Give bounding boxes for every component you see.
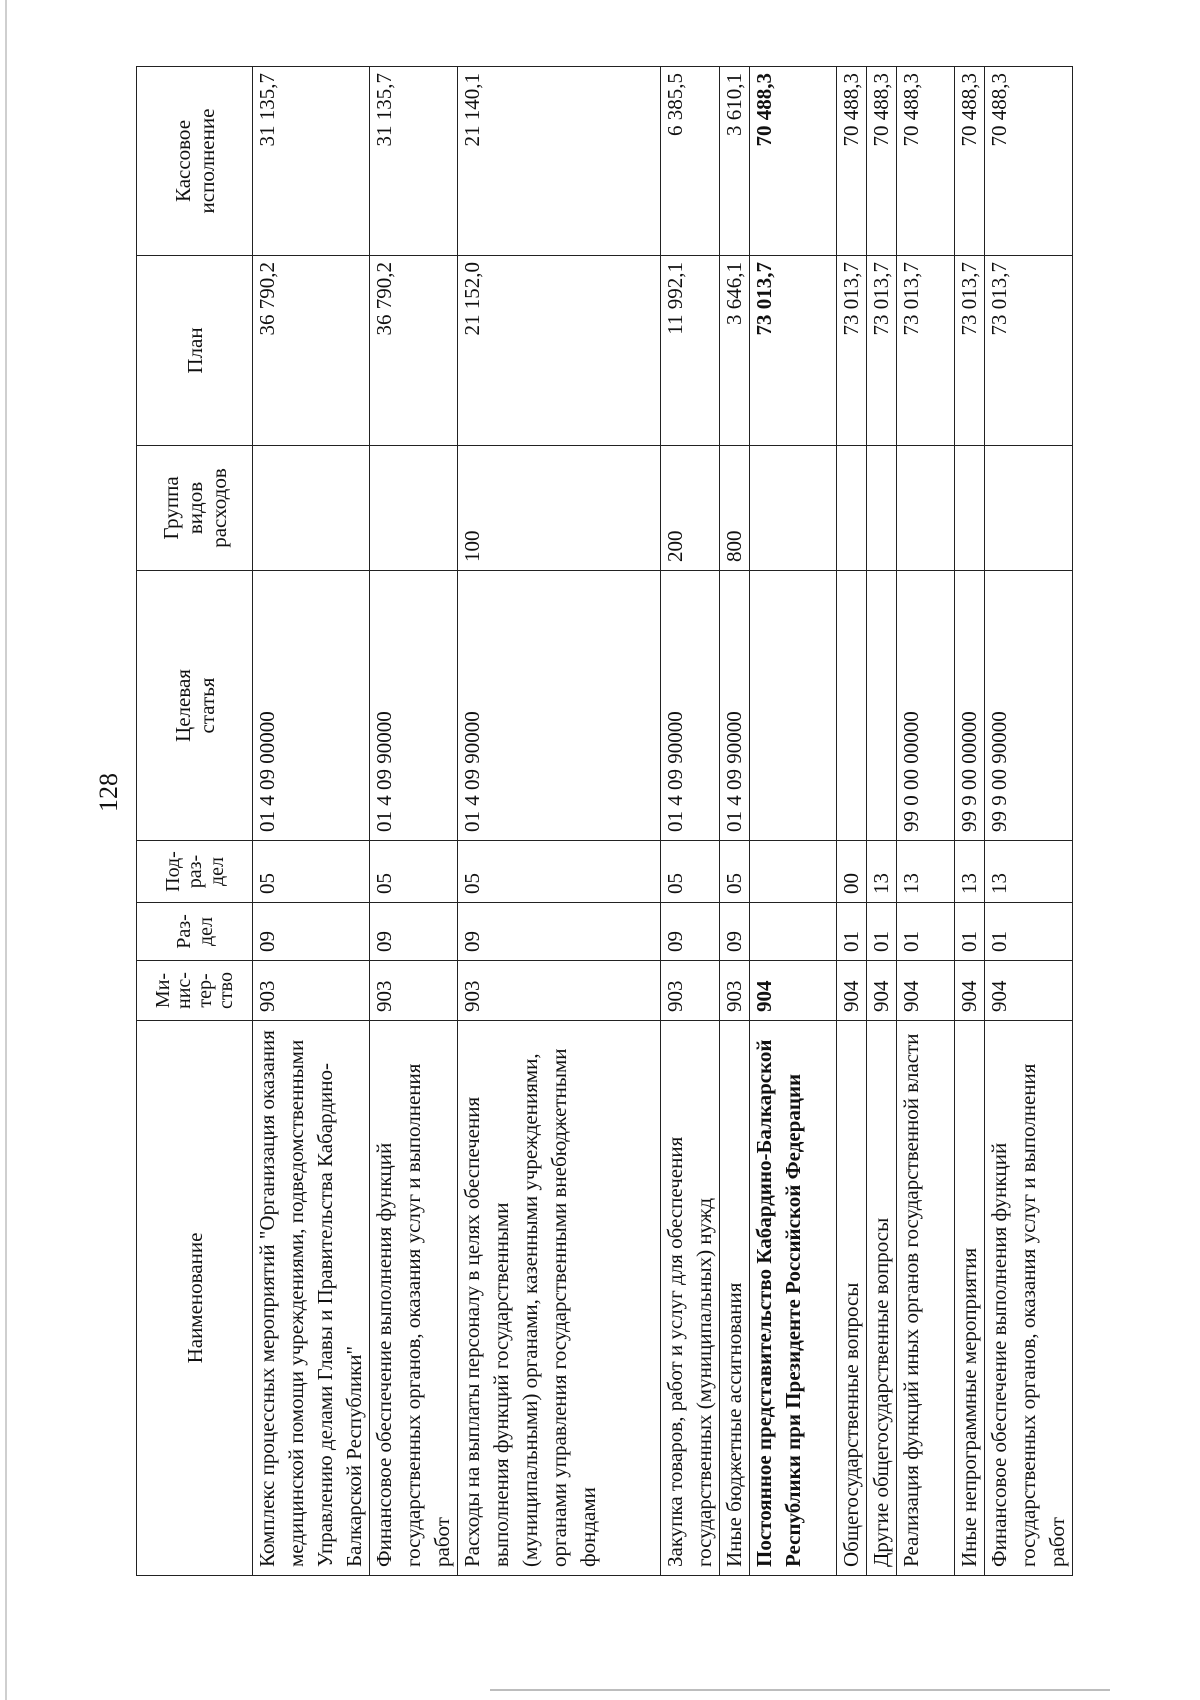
row-section [750, 903, 837, 961]
row-group: 800 [720, 446, 750, 571]
row-ministry: 903 [253, 961, 370, 1021]
row-execution: 70 488,3 [867, 67, 897, 256]
row-section: 01 [837, 903, 867, 961]
row-ministry: 904 [985, 961, 1073, 1021]
budget-table-sheet [136, 67, 1069, 1576]
row-target: 99 9 00 00000 [955, 571, 985, 841]
row-target: 01 4 09 90000 [720, 571, 750, 841]
row-execution: 70 488,3 [837, 67, 867, 256]
row-name: Комплекс процессных мероприятий "Организация оказания медицинской помощи учреждениями, подведомственными Управлению делами Главы и Правительства Кабардино-Балкарской Республики" [253, 1021, 370, 1576]
row-group [370, 446, 458, 571]
row-section: 09 [253, 903, 370, 961]
row-target [867, 571, 897, 841]
row-plan: 36 790,2 [370, 256, 458, 446]
row-name: Расходы на выплаты персоналу в целях обеспечения выполнения функций государственными (муниципальными) органами, казенными учреждениями, органами управления государственными внебюджетными фондами [458, 1021, 661, 1576]
row-group [253, 446, 370, 571]
row-name: Иные бюджетные ассигнования [720, 1021, 750, 1576]
header-target: Целевая статья [137, 571, 253, 841]
table-header-row [137, 67, 253, 1576]
row-group [867, 446, 897, 571]
row-ministry: 903 [458, 961, 661, 1021]
row-subsection: 13 [955, 841, 985, 903]
row-subsection: 13 [867, 841, 897, 903]
scan-edge-left [5, 0, 7, 1700]
row-target: 01 4 09 90000 [370, 571, 458, 841]
row-subsection [750, 841, 837, 903]
row-execution: 70 488,3 [985, 67, 1073, 256]
table-row [720, 67, 750, 1576]
row-execution: 70 488,3 [897, 67, 955, 256]
row-target: 99 0 00 00000 [897, 571, 955, 841]
row-section: 09 [720, 903, 750, 961]
row-target [837, 571, 867, 841]
row-group: 200 [661, 446, 720, 571]
table-row [897, 67, 955, 1576]
row-subsection: 13 [985, 841, 1073, 903]
row-group [837, 446, 867, 571]
row-ministry: 903 [720, 961, 750, 1021]
header-group: Группа видов расходов [137, 446, 253, 571]
header-ministry: Ми- нис- тер- ство [137, 961, 253, 1021]
row-execution: 31 135,7 [370, 67, 458, 256]
header-execution: Кассовое исполнение [137, 67, 253, 256]
row-target: 01 4 09 90000 [661, 571, 720, 841]
row-group [985, 446, 1073, 571]
row-group [750, 446, 837, 571]
row-plan: 73 013,7 [867, 256, 897, 446]
row-section: 01 [897, 903, 955, 961]
row-name: Другие общегосударственные вопросы [867, 1021, 897, 1576]
row-group: 100 [458, 446, 661, 571]
row-execution: 70 488,3 [955, 67, 985, 256]
row-target: 01 4 09 90000 [458, 571, 661, 841]
row-target [750, 571, 837, 841]
row-name: Иные непрограммные мероприятия [955, 1021, 985, 1576]
row-ministry: 904 [837, 961, 867, 1021]
row-subsection: 13 [897, 841, 955, 903]
row-execution: 70 488,3 [750, 67, 837, 256]
row-subsection: 05 [458, 841, 661, 903]
table-row [253, 67, 370, 1576]
header-section: Раз- дел [137, 903, 253, 961]
row-name: Финансовое обеспечение выполнения функций государственных органов, оказания услуг и выполнения работ [370, 1021, 458, 1576]
row-plan: 73 013,7 [955, 256, 985, 446]
row-subsection: 05 [253, 841, 370, 903]
row-plan: 73 013,7 [750, 256, 837, 446]
row-group [897, 446, 955, 571]
row-section: 01 [867, 903, 897, 961]
row-section: 09 [661, 903, 720, 961]
page-number: 128 [94, 773, 123, 812]
row-subsection: 05 [370, 841, 458, 903]
row-execution: 6 385,5 [661, 67, 720, 256]
table-row [370, 67, 458, 1576]
row-ministry: 903 [370, 961, 458, 1021]
row-ministry: 904 [750, 961, 837, 1021]
row-ministry: 904 [955, 961, 985, 1021]
header-subsection: Под- раз- дел [137, 841, 253, 903]
row-section: 01 [985, 903, 1073, 961]
table-row [955, 67, 985, 1576]
row-section: 09 [458, 903, 661, 961]
row-plan: 73 013,7 [897, 256, 955, 446]
table-row [985, 67, 1073, 1576]
row-plan: 73 013,7 [985, 256, 1073, 446]
row-subsection: 05 [661, 841, 720, 903]
row-name: Общегосударственные вопросы [837, 1021, 867, 1576]
table-row [867, 67, 897, 1576]
header-plan: План [137, 256, 253, 446]
row-name: Постоянное представительство Кабардино-Балкарской Республики при Президенте Российской Федерации [750, 1021, 837, 1576]
row-ministry: 904 [867, 961, 897, 1021]
row-execution: 21 140,1 [458, 67, 661, 256]
row-section: 01 [955, 903, 985, 961]
header-name: Наименование [137, 1021, 253, 1576]
row-plan: 21 152,0 [458, 256, 661, 446]
row-execution: 31 135,7 [253, 67, 370, 256]
row-execution: 3 610,1 [720, 67, 750, 256]
row-target: 01 4 09 00000 [253, 571, 370, 841]
budget-table [136, 66, 1073, 1576]
row-subsection: 05 [720, 841, 750, 903]
scan-edge-bottom [490, 1689, 1110, 1691]
table-row [750, 67, 837, 1576]
table-row [661, 67, 720, 1576]
row-plan: 3 646,1 [720, 256, 750, 446]
row-ministry: 904 [897, 961, 955, 1021]
row-ministry: 903 [661, 961, 720, 1021]
table-row [837, 67, 867, 1576]
row-name: Закупка товаров, работ и услуг для обеспечения государственных (муниципальных) нужд [661, 1021, 720, 1576]
row-group [955, 446, 985, 571]
row-name: Реализация функций иных органов государственной власти [897, 1021, 955, 1576]
row-plan: 11 992,1 [661, 256, 720, 446]
row-section: 09 [370, 903, 458, 961]
row-plan: 36 790,2 [253, 256, 370, 446]
row-plan: 73 013,7 [837, 256, 867, 446]
row-target: 99 9 00 90000 [985, 571, 1073, 841]
row-subsection: 00 [837, 841, 867, 903]
table-row [458, 67, 661, 1576]
row-name: Финансовое обеспечение выполнения функций государственных органов, оказания услуг и выполнения работ [985, 1021, 1073, 1576]
